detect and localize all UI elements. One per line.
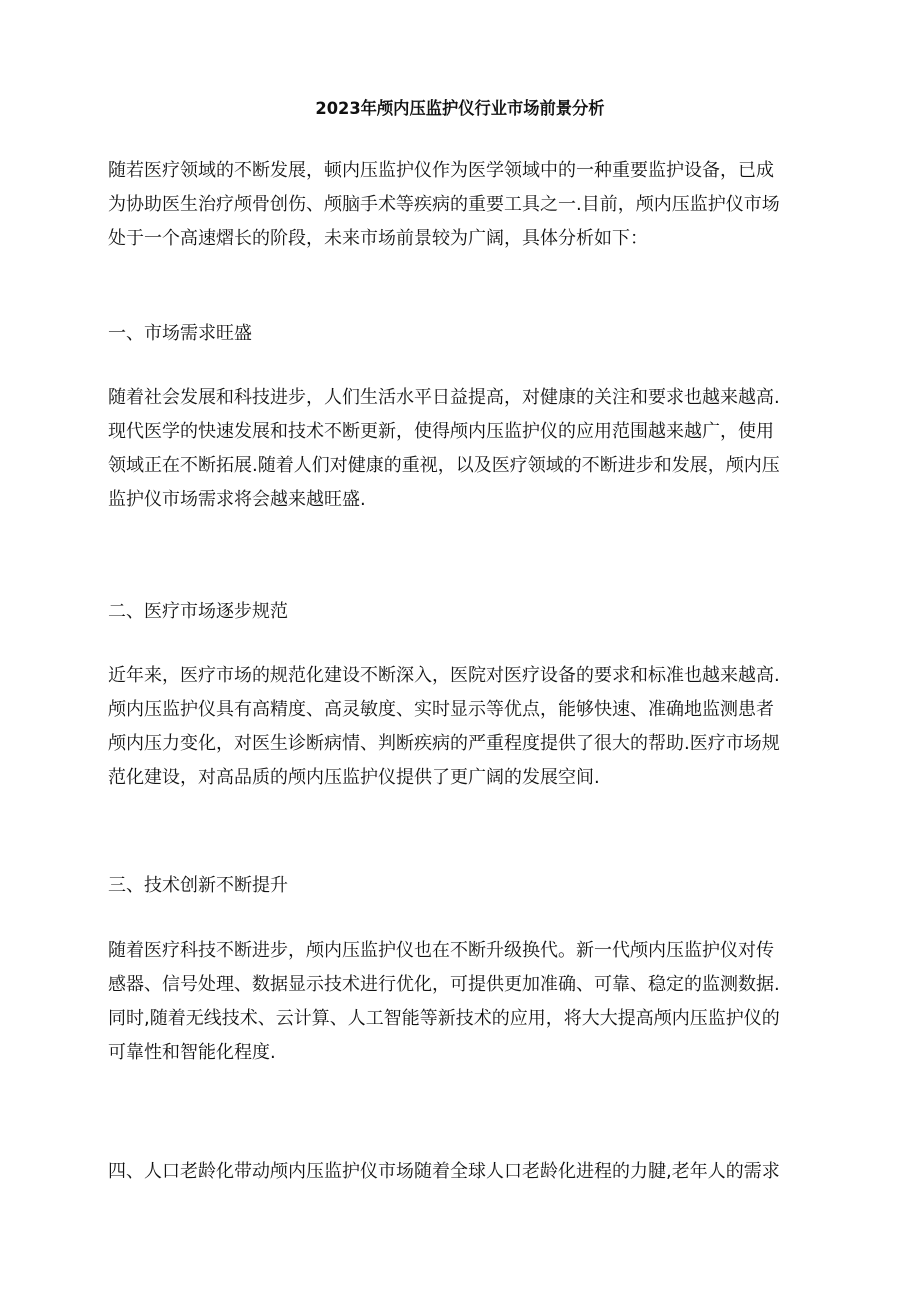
paragraph-line: 随若医疗领域的不断发展，顿内压监护仪作为医学领域中的一种重要监护设备，已成 [108,160,774,181]
paragraph-line: 范化建设，对高品质的颅内压监护仪提供了更广阔的发展空间. [108,767,600,788]
section-heading-4: 四、人口老龄化带动颅内压监护仪市场随着全球人口老龄化进程的力腱,老年人的需求 [108,1161,780,1182]
paragraph-line: 领域正在不断拓展.随着人们对健康的重视，以及医疗领域的不断进步和发展，颅内压 [108,455,780,476]
paragraph-line: 现代医学的快速发展和技术不断更新，使得颅内压监护仪的应用范围越来越广，使用 [108,421,774,442]
section-paragraph-1 [108,381,808,517]
paragraph-line: 随着社会发展和科技进步，人们生活水平日益提高，对健康的关注和要求也越来越高. [108,387,780,408]
paragraph-line: 可靠性和智能化程度. [108,1042,276,1063]
section-paragraph-2 [108,659,808,795]
section-heading-2: 二、医疗市场逐步规范 [108,601,288,622]
section-paragraph-3 [108,934,808,1070]
paragraph-line: 颅内压力变化，对医生诊断病情、判断疾病的严重程度提供了很大的帮助.医疗市场规 [108,733,780,754]
paragraph-line: 监护仪市场需求将会越来越旺盛. [108,489,366,510]
section-heading-1: 一、市场需求旺盛 [108,323,252,344]
document-title: 2023年颅内压监护仪行业市场前景分析 [315,99,605,119]
paragraph-line: 随着医疗科技不断进步，颅内压监护仪也在不断升级换代。新一代颅内压监护仪对传 [108,940,774,961]
paragraph-line: 颅内压监护仪具有高精度、高灵敏度、实时显示等优点，能够快速、准确地监测患者 [108,699,774,720]
section-heading-3: 三、技术创新不断提升 [108,875,288,896]
paragraph-line: 近年来，医疗市场的规范化建设不断深入，医院对医疗设备的要求和标准也越来越高. [108,665,780,686]
paragraph-line: 同时,随着无线技术、云计算、人工智能等新技术的应用，将大大提高颅内压监护仪的 [108,1008,780,1029]
intro-paragraph [108,154,808,256]
paragraph-line: 处于一个高速熠长的阶段，未来市场前景较为广阔，具体分析如下： [108,228,648,249]
paragraph-line: 感器、信号处理、数据显示技术进行优化，可提供更加准确、可靠、稳定的监测数据. [108,974,780,995]
paragraph-line: 为协助医生治疗颅骨创伤、颅脑手术等疾病的重要工具之一.目前，颅内压监护仪市场 [108,194,780,215]
